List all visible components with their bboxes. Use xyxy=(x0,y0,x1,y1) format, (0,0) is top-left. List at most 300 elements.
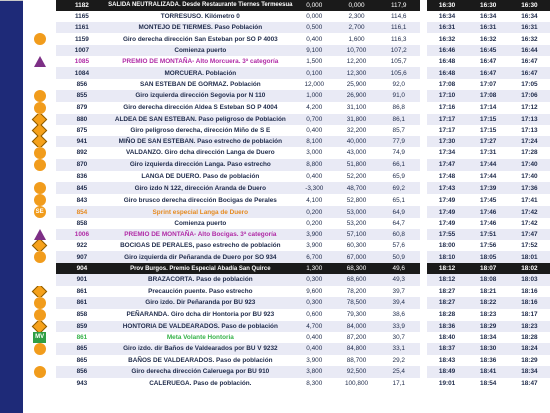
description-cell: Giro izdo N 122, dirección Aranda de Duero xyxy=(107,182,293,194)
partial-km-cell: 0,200 xyxy=(293,206,335,218)
time-slow-cell: 18:29 xyxy=(509,355,550,366)
time-fast-cell: 17:49 xyxy=(427,194,468,206)
cumulative-km-cell: 68,600 xyxy=(335,274,377,285)
cumulative-km-cell: 12,300 xyxy=(335,67,377,78)
turn-sign-icon xyxy=(34,147,46,159)
time-fast-cell: 17:08 xyxy=(427,79,468,90)
time-fast-cell: 18:37 xyxy=(427,343,468,355)
time-fast-cell: 16:48 xyxy=(427,67,468,78)
column-gap xyxy=(420,251,427,263)
description-cell: PREMIO DE MONTAÑA- Alto Morcuera. 3ª categoría xyxy=(107,56,293,67)
column-gap xyxy=(420,274,427,285)
time-mid-cell: 16:47 xyxy=(468,56,509,67)
table-row xyxy=(23,67,550,78)
remaining-km-cell: 25,4 xyxy=(378,366,420,378)
description-cell: Giro peligroso derecha, dirección Miño de S E xyxy=(107,125,293,136)
description-cell: Giro brusco derecha dirección Bocigas de Perales xyxy=(107,194,293,206)
altitude-cell: 856 xyxy=(56,79,107,90)
cumulative-km-cell: 92,500 xyxy=(335,366,377,378)
altitude-cell: 1182 xyxy=(56,0,107,11)
time-mid-cell: 17:07 xyxy=(468,79,509,90)
turn-sign-icon xyxy=(34,33,46,45)
time-mid-cell: 16:34 xyxy=(468,11,509,22)
cumulative-km-cell: 100,800 xyxy=(335,378,377,389)
time-fast-cell: 18:49 xyxy=(427,366,468,378)
time-fast-cell: 17:55 xyxy=(427,229,468,240)
route-sign-cell xyxy=(23,33,56,45)
remaining-km-cell: 49,3 xyxy=(378,274,420,285)
time-mid-cell: 17:46 xyxy=(468,218,509,229)
time-mid-cell: 18:22 xyxy=(468,297,509,309)
time-slow-cell: 17:42 xyxy=(509,218,550,229)
remaining-km-cell: 65,9 xyxy=(378,171,420,182)
time-fast-cell: 19:01 xyxy=(427,378,468,389)
partial-km-cell: 4,200 xyxy=(293,102,335,114)
table-row xyxy=(23,45,550,56)
partial-km-cell: 8,800 xyxy=(293,159,335,171)
time-fast-cell: 17:47 xyxy=(427,159,468,171)
altitude-cell: 1007 xyxy=(56,45,107,56)
time-slow-cell: 16:34 xyxy=(509,11,550,22)
time-slow-cell: 18:28 xyxy=(509,332,550,343)
description-cell: Comienza puerto xyxy=(107,45,293,56)
table-row xyxy=(23,321,550,332)
column-gap xyxy=(420,147,427,159)
column-gap xyxy=(420,125,427,136)
time-fast-cell: 17:49 xyxy=(427,206,468,218)
time-slow-cell: 17:06 xyxy=(509,90,550,102)
route-sign-cell xyxy=(23,274,56,285)
altitude-cell: 875 xyxy=(56,125,107,136)
table-row xyxy=(23,378,550,389)
altitude-cell: 858 xyxy=(56,309,107,321)
column-gap xyxy=(420,355,427,366)
remaining-km-cell: 33,1 xyxy=(378,343,420,355)
time-slow-cell: 18:16 xyxy=(509,286,550,297)
cumulative-km-cell: 84,000 xyxy=(335,321,377,332)
partial-km-cell: 0,400 xyxy=(293,125,335,136)
time-mid-cell: 17:44 xyxy=(468,171,509,182)
time-fast-cell: 18:27 xyxy=(427,286,468,297)
time-slow-cell: 18:02 xyxy=(509,263,550,274)
description-cell: HONTORIA DE VALDEARADOS. Paso de población xyxy=(107,321,293,332)
altitude-cell: 843 xyxy=(56,194,107,206)
time-slow-cell: 16:47 xyxy=(509,56,550,67)
description-cell: PEÑARANDA. Giro dcha dir Hontoria por BU 923 xyxy=(107,309,293,321)
remaining-km-cell: 49,6 xyxy=(378,263,420,274)
description-cell: TORRESUSO. Kilómetro 0 xyxy=(107,11,293,22)
remaining-km-cell: 38,6 xyxy=(378,309,420,321)
time-mid-cell: 18:21 xyxy=(468,286,509,297)
altitude-cell: 941 xyxy=(56,136,107,147)
route-sign-cell xyxy=(23,206,56,218)
altitude-cell: 1085 xyxy=(56,56,107,67)
cumulative-km-cell: 78,200 xyxy=(335,286,377,297)
time-mid-cell: 18:30 xyxy=(468,343,509,355)
cumulative-km-cell: 52,800 xyxy=(335,194,377,206)
remaining-km-cell: 69,2 xyxy=(378,182,420,194)
time-slow-cell: 18:16 xyxy=(509,297,550,309)
time-fast-cell: 18:40 xyxy=(427,332,468,343)
time-mid-cell: 17:39 xyxy=(468,182,509,194)
time-slow-cell: 17:42 xyxy=(509,206,550,218)
turn-sign-icon xyxy=(34,194,46,206)
table-row xyxy=(23,11,550,22)
description-cell: MONTEJO DE TIERMES. Paso Población xyxy=(107,22,293,33)
altitude-cell: 1159 xyxy=(56,33,107,45)
altitude-cell: 922 xyxy=(56,240,107,251)
time-mid-cell: 16:31 xyxy=(468,22,509,33)
cumulative-km-cell: 1,600 xyxy=(335,33,377,45)
column-gap xyxy=(420,136,427,147)
description-cell: Giro izdo. dir Baños de Valdearados por BU V 9232 xyxy=(107,343,293,355)
cumulative-km-cell: 25,900 xyxy=(335,79,377,90)
altitude-cell: 943 xyxy=(56,378,107,389)
cumulative-km-cell: 51,800 xyxy=(335,159,377,171)
time-fast-cell: 17:43 xyxy=(427,182,468,194)
remaining-km-cell: 64,9 xyxy=(378,206,420,218)
time-slow-cell: 16:31 xyxy=(509,22,550,33)
time-fast-cell: 18:28 xyxy=(427,309,468,321)
cumulative-km-cell: 40,000 xyxy=(335,136,377,147)
time-slow-cell: 17:52 xyxy=(509,240,550,251)
column-gap xyxy=(420,332,427,343)
time-fast-cell: 18:27 xyxy=(427,297,468,309)
altitude-cell: 865 xyxy=(56,343,107,355)
column-gap xyxy=(420,67,427,78)
partial-km-cell: 0,000 xyxy=(293,11,335,22)
remaining-km-cell: 74,9 xyxy=(378,147,420,159)
table-row xyxy=(23,159,550,171)
partial-km-cell: 1,000 xyxy=(293,90,335,102)
time-mid-cell: 17:46 xyxy=(468,206,509,218)
altitude-cell: 904 xyxy=(56,263,107,274)
table-row xyxy=(23,125,550,136)
partial-km-cell: 0,600 xyxy=(293,309,335,321)
time-fast-cell: 17:16 xyxy=(427,102,468,114)
time-mid-cell: 17:45 xyxy=(468,194,509,206)
time-mid-cell: 16:45 xyxy=(468,45,509,56)
table-row xyxy=(23,263,550,274)
time-slow-cell: 18:24 xyxy=(509,343,550,355)
partial-km-cell: 6,700 xyxy=(293,251,335,263)
time-mid-cell: 18:08 xyxy=(468,274,509,285)
cumulative-km-cell: 67,000 xyxy=(335,251,377,263)
partial-km-cell: 0,400 xyxy=(293,343,335,355)
time-mid-cell: 17:08 xyxy=(468,90,509,102)
route-sign-cell xyxy=(23,297,56,309)
cumulative-km-cell: 78,500 xyxy=(335,297,377,309)
route-sign-cell xyxy=(23,90,56,102)
description-cell: BOCIGAS DE PERALES, paso estrecho de población xyxy=(107,240,293,251)
time-mid-cell: 18:41 xyxy=(468,366,509,378)
time-mid-cell: 17:14 xyxy=(468,102,509,114)
description-cell: BAÑOS DE VALDEARADOS. Paso de población xyxy=(107,355,293,366)
altitude-cell: 1165 xyxy=(56,11,107,22)
route-sign-cell xyxy=(23,321,56,332)
remaining-km-cell: 92,0 xyxy=(378,79,420,90)
table-row xyxy=(23,182,550,194)
description-cell: PREMIO DE MONTAÑA- Alto Bocigas. 3ª categoría xyxy=(107,229,293,240)
partial-km-cell: 4,700 xyxy=(293,321,335,332)
route-sign-cell xyxy=(23,102,56,114)
partial-km-cell: 0,400 xyxy=(293,33,335,45)
column-gap xyxy=(420,90,427,102)
description-cell: Sprint especial Langa de Duero xyxy=(107,206,293,218)
cumulative-km-cell: 52,200 xyxy=(335,171,377,182)
column-gap xyxy=(420,206,427,218)
route-sign-cell xyxy=(23,22,56,33)
altitude-cell: 861 xyxy=(56,286,107,297)
time-mid-cell: 18:05 xyxy=(468,251,509,263)
table-row xyxy=(23,229,550,240)
column-gap xyxy=(420,366,427,378)
time-fast-cell: 17:34 xyxy=(427,147,468,159)
remaining-km-cell: 85,7 xyxy=(378,125,420,136)
time-mid-cell: 18:34 xyxy=(468,332,509,343)
route-sign-cell xyxy=(23,240,56,251)
description-cell: Giro izdo. Dir Peñaranda por BU 923 xyxy=(107,297,293,309)
time-slow-cell: 17:41 xyxy=(509,194,550,206)
time-slow-cell: 17:13 xyxy=(509,114,550,125)
remaining-km-cell: 65,1 xyxy=(378,194,420,206)
table-row xyxy=(23,309,550,321)
description-cell: Giro derecha dirección Aldea S Esteban SO P 4004 xyxy=(107,102,293,114)
description-cell: Precaución puente. Paso estrecho xyxy=(107,286,293,297)
cumulative-km-cell: 31,100 xyxy=(335,102,377,114)
table-row xyxy=(23,206,550,218)
description-cell: SAN ESTEBAN DE GORMAZ. Población xyxy=(107,79,293,90)
table-row xyxy=(23,56,550,67)
time-fast-cell: 17:48 xyxy=(427,171,468,182)
partial-km-cell: 3,900 xyxy=(293,355,335,366)
route-sign-cell xyxy=(23,0,56,11)
time-mid-cell: 17:44 xyxy=(468,159,509,171)
altitude-cell: 870 xyxy=(56,159,107,171)
route-sign-cell xyxy=(23,45,56,56)
turn-sign-icon xyxy=(34,159,46,171)
altitude-cell: 858 xyxy=(56,218,107,229)
partial-km-cell: 4,100 xyxy=(293,194,335,206)
remaining-km-cell: 114,6 xyxy=(378,11,420,22)
altitude-cell: 901 xyxy=(56,274,107,285)
time-fast-cell: 16:31 xyxy=(427,22,468,33)
cumulative-km-cell: 79,300 xyxy=(335,309,377,321)
partial-km-cell: 8,300 xyxy=(293,378,335,389)
column-gap xyxy=(420,378,427,389)
partial-km-cell: 0,400 xyxy=(293,171,335,182)
route-sign-cell xyxy=(23,309,56,321)
time-slow-cell: 18:01 xyxy=(509,251,550,263)
table-row xyxy=(23,274,550,285)
time-fast-cell: 16:30 xyxy=(427,0,468,11)
warning-sign-icon xyxy=(32,321,48,332)
cumulative-km-cell: 12,200 xyxy=(335,56,377,67)
remaining-km-cell: 57,6 xyxy=(378,240,420,251)
column-gap xyxy=(420,240,427,251)
column-gap xyxy=(420,343,427,355)
description-cell: Prov Burgos. Premio Especial Abadía San Quirce xyxy=(107,263,293,274)
route-sign-cell xyxy=(23,182,56,194)
time-slow-cell: 16:32 xyxy=(509,33,550,45)
altitude-cell: 1161 xyxy=(56,22,107,33)
partial-km-cell: 8,100 xyxy=(293,136,335,147)
partial-km-cell: 0,300 xyxy=(293,297,335,309)
description-cell: Giro izquierda dirección Langa. Paso estrecho xyxy=(107,159,293,171)
table-row xyxy=(23,22,550,33)
warning-sign-icon xyxy=(32,114,48,125)
remaining-km-cell: 86,1 xyxy=(378,114,420,125)
altitude-cell: 861 xyxy=(56,332,107,343)
partial-km-cell: 0,000 xyxy=(293,0,335,11)
description-cell: MIÑO DE SAN ESTEBAN. Paso estrecho de población xyxy=(107,136,293,147)
remaining-km-cell: 60,8 xyxy=(378,229,420,240)
remaining-km-cell: 105,6 xyxy=(378,67,420,78)
route-sign-cell xyxy=(23,251,56,263)
time-fast-cell: 17:49 xyxy=(427,218,468,229)
turn-sign-icon xyxy=(34,251,46,263)
time-fast-cell: 16:48 xyxy=(427,56,468,67)
partial-km-cell: 3,000 xyxy=(293,147,335,159)
remaining-km-cell: 117,9 xyxy=(378,0,420,11)
time-mid-cell: 18:29 xyxy=(468,321,509,332)
time-mid-cell: 17:31 xyxy=(468,147,509,159)
table-row xyxy=(23,251,550,263)
table-row xyxy=(23,171,550,182)
cumulative-km-cell: 26,900 xyxy=(335,90,377,102)
time-mid-cell: 17:15 xyxy=(468,114,509,125)
description-cell: Meta Volante Hontoria xyxy=(107,332,293,343)
cumulative-km-cell: 53,200 xyxy=(335,218,377,229)
cumulative-km-cell: 0,000 xyxy=(335,0,377,11)
altitude-cell: 845 xyxy=(56,182,107,194)
time-fast-cell: 18:12 xyxy=(427,263,468,274)
partial-km-cell: 0,100 xyxy=(293,67,335,78)
turn-sign-icon xyxy=(34,102,46,114)
table-row xyxy=(23,90,550,102)
altitude-cell: 861 xyxy=(56,297,107,309)
partial-km-cell: 3,900 xyxy=(293,229,335,240)
warning-sign-icon xyxy=(32,240,48,251)
remaining-km-cell: 107,2 xyxy=(378,45,420,56)
partial-km-cell: 9,100 xyxy=(293,45,335,56)
time-fast-cell: 17:17 xyxy=(427,114,468,125)
altitude-cell: 1084 xyxy=(56,67,107,78)
turn-sign-icon xyxy=(34,343,46,355)
remaining-km-cell: 66,1 xyxy=(378,159,420,171)
warning-sign-icon xyxy=(32,125,48,136)
time-slow-cell: 17:24 xyxy=(509,136,550,147)
route-sign-cell xyxy=(23,343,56,355)
route-sign-cell xyxy=(23,136,56,147)
route-sign-cell xyxy=(23,229,56,240)
route-sign-cell xyxy=(23,355,56,366)
partial-km-cell: 9,600 xyxy=(293,286,335,297)
column-gap xyxy=(420,102,427,114)
time-slow-cell: 17:40 xyxy=(509,171,550,182)
column-gap xyxy=(420,309,427,321)
description-cell: Giro derecha dirección San Esteban por SO P 4003 xyxy=(107,33,293,45)
time-slow-cell: 17:05 xyxy=(509,79,550,90)
partial-km-cell: 12,000 xyxy=(293,79,335,90)
remaining-km-cell: 30,7 xyxy=(378,332,420,343)
description-cell: Giro izquierda dir Peñaranda de Duero por SO 934 xyxy=(107,251,293,263)
column-gap xyxy=(420,159,427,171)
column-gap xyxy=(420,182,427,194)
table-row xyxy=(23,332,550,343)
time-mid-cell: 18:36 xyxy=(468,355,509,366)
time-fast-cell: 17:30 xyxy=(427,136,468,147)
time-mid-cell: 17:27 xyxy=(468,136,509,147)
table-row xyxy=(23,147,550,159)
column-gap xyxy=(420,194,427,206)
cumulative-km-cell: 2,300 xyxy=(335,11,377,22)
remaining-km-cell: 17,1 xyxy=(378,378,420,389)
time-mid-cell: 16:47 xyxy=(468,67,509,78)
time-slow-cell: 17:13 xyxy=(509,125,550,136)
table-row xyxy=(23,0,550,11)
column-gap xyxy=(420,218,427,229)
remaining-km-cell: 105,7 xyxy=(378,56,420,67)
table-row xyxy=(23,33,550,45)
time-slow-cell: 16:30 xyxy=(509,0,550,11)
altitude-cell: 859 xyxy=(56,321,107,332)
route-sign-cell xyxy=(23,125,56,136)
table-row xyxy=(23,297,550,309)
table-row xyxy=(23,102,550,114)
altitude-cell: 836 xyxy=(56,171,107,182)
route-sign-cell xyxy=(23,79,56,90)
time-slow-cell: 18:34 xyxy=(509,366,550,378)
table-row xyxy=(23,286,550,297)
route-sign-cell xyxy=(23,286,56,297)
remaining-km-cell: 91,0 xyxy=(378,90,420,102)
remaining-km-cell: 39,4 xyxy=(378,297,420,309)
route-sign-cell xyxy=(23,263,56,274)
time-slow-cell: 18:23 xyxy=(509,321,550,332)
partial-km-cell: -3,300 xyxy=(293,182,335,194)
time-mid-cell: 18:54 xyxy=(468,378,509,389)
warning-sign-icon xyxy=(32,286,48,297)
altitude-cell: 856 xyxy=(56,366,107,378)
altitude-cell: 907 xyxy=(56,251,107,263)
route-sign-cell xyxy=(23,159,56,171)
description-cell: LANGA DE DUERO. Paso de población xyxy=(107,171,293,182)
description-cell: SALIDA NEUTRALIZADA. Desde Restaurante Tiernes Termeesua xyxy=(107,0,293,11)
table-row xyxy=(23,136,550,147)
description-cell: Comienza puerto xyxy=(107,218,293,229)
turn-sign-icon xyxy=(34,309,46,321)
column-gap xyxy=(420,79,427,90)
partial-km-cell: 0,400 xyxy=(293,332,335,343)
cumulative-km-cell: 2,700 xyxy=(335,22,377,33)
route-sign-cell xyxy=(23,147,56,159)
time-slow-cell: 17:12 xyxy=(509,102,550,114)
time-mid-cell: 17:51 xyxy=(468,229,509,240)
time-mid-cell: 17:56 xyxy=(468,240,509,251)
route-sign-cell xyxy=(23,194,56,206)
partial-km-cell: 0,300 xyxy=(293,274,335,285)
time-slow-cell: 17:28 xyxy=(509,147,550,159)
remaining-km-cell: 77,9 xyxy=(378,136,420,147)
remaining-km-cell: 64,7 xyxy=(378,218,420,229)
time-slow-cell: 18:47 xyxy=(509,378,550,389)
time-fast-cell: 18:12 xyxy=(427,274,468,285)
time-fast-cell: 18:43 xyxy=(427,355,468,366)
remaining-km-cell: 50,9 xyxy=(378,251,420,263)
table-row xyxy=(23,240,550,251)
route-sign-cell xyxy=(23,366,56,378)
